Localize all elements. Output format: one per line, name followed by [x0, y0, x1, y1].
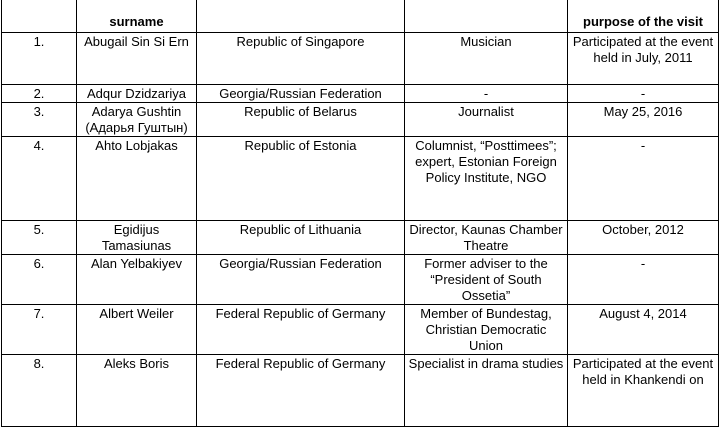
cell-country: Republic of Singapore: [197, 33, 405, 85]
header-no: [2, 0, 77, 33]
table-row: [2, 85, 719, 103]
cell-purpose: -: [568, 137, 719, 221]
table-row: [2, 137, 719, 221]
cell-name: Ahto Lobjakas: [77, 137, 197, 221]
cell-occupation: Member of Bundestag, Christian Democratic Union: [405, 305, 568, 355]
cell-occupation: Director, Kaunas Chamber Theatre: [405, 221, 568, 255]
cell-country: Georgia/Russian Federation: [197, 255, 405, 305]
name-latin: Adarya Gushtin: [91, 104, 182, 119]
cell-name: Aleks Boris: [77, 355, 197, 427]
cell-purpose: -: [568, 255, 719, 305]
table-row: [2, 305, 719, 355]
header-name: surname: [77, 0, 197, 33]
table-row: [2, 33, 719, 85]
cell-no: 3.: [2, 103, 77, 137]
cell-name: Alan Yelbakiyev: [77, 255, 197, 305]
cell-purpose: August 4, 2014: [568, 305, 719, 355]
cell-no: 1.: [2, 33, 77, 85]
cell-country: Republic of Lithuania: [197, 221, 405, 255]
cell-no: 2.: [2, 85, 77, 103]
cell-country: Republic of Belarus: [197, 103, 405, 137]
cell-name: Egidijus Tamasiunas: [77, 221, 197, 255]
cell-name: [77, 103, 197, 137]
cell-no: 4.: [2, 137, 77, 221]
header-occupation: [405, 0, 568, 33]
cell-occupation: -: [405, 85, 568, 103]
table-row: [2, 255, 719, 305]
cell-occupation: Musician: [405, 33, 568, 85]
visitors-table: [1, 0, 719, 427]
cell-country: Georgia/Russian Federation: [197, 85, 405, 103]
cell-country: Federal Republic of Germany: [197, 305, 405, 355]
cell-name: Albert Weiler: [77, 305, 197, 355]
table-row: [2, 355, 719, 427]
cell-occupation: Former adviser to the “President of South Ossetia”: [405, 255, 568, 305]
cell-occupation: Specialist in drama studies: [405, 355, 568, 427]
name-cyrillic: (Адарья Гуштын): [85, 120, 188, 135]
cell-purpose: October, 2012: [568, 221, 719, 255]
cell-no: 7.: [2, 305, 77, 355]
table-row: [2, 221, 719, 255]
cell-purpose: May 25, 2016: [568, 103, 719, 137]
header-country: [197, 0, 405, 33]
cell-purpose: Participated at the event held in July, 2011: [568, 33, 719, 85]
cell-country: Republic of Estonia: [197, 137, 405, 221]
cell-purpose: -: [568, 85, 719, 103]
cell-no: 5.: [2, 221, 77, 255]
cell-purpose: Participated at the event held in Khankendi on: [568, 355, 719, 427]
cell-occupation: Columnist, “Posttimees”; expert, Estonian Foreign Policy Institute, NGO: [405, 137, 568, 221]
header-purpose: purpose of the visit: [568, 0, 719, 33]
cell-occupation: Journalist: [405, 103, 568, 137]
cell-no: 6.: [2, 255, 77, 305]
table-row: [2, 103, 719, 137]
cell-name: Adqur Dzidzariya: [77, 85, 197, 103]
cell-no: 8.: [2, 355, 77, 427]
cell-country: Federal Republic of Germany: [197, 355, 405, 427]
table-header-row: [2, 0, 719, 33]
cell-name: Abugail Sin Si Ern: [77, 33, 197, 85]
